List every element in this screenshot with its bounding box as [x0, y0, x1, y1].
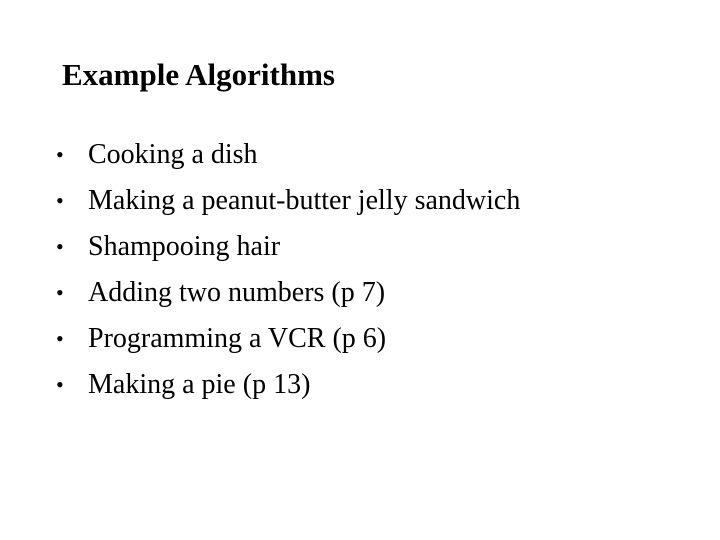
bullet-text: Shampooing hair	[88, 231, 281, 262]
bullet-text: Cooking a dish	[88, 139, 258, 170]
bullet-item	[56, 316, 520, 362]
bullet-text: Making a pie (p 13)	[88, 369, 311, 400]
bullet-icon: •	[56, 280, 64, 305]
bullet-text: Adding two numbers (p 7)	[88, 277, 386, 308]
bullet-icon: •	[56, 326, 64, 351]
bullet-icon: •	[56, 372, 64, 397]
bullet-text: Making a peanut-butter jelly sandwich	[88, 185, 521, 216]
bullet-item	[56, 362, 520, 408]
bullet-item	[56, 270, 520, 316]
bullet-text: Programming a VCR (p 6)	[88, 323, 387, 354]
bullet-icon: •	[56, 142, 64, 167]
bullet-icon: •	[56, 234, 64, 259]
bullet-item	[56, 224, 520, 270]
bullet-item	[56, 132, 520, 178]
bullet-item	[56, 178, 520, 224]
bullet-icon: •	[56, 188, 64, 213]
bullet-list	[56, 132, 520, 408]
slide-title: Example Algorithms	[62, 57, 335, 92]
